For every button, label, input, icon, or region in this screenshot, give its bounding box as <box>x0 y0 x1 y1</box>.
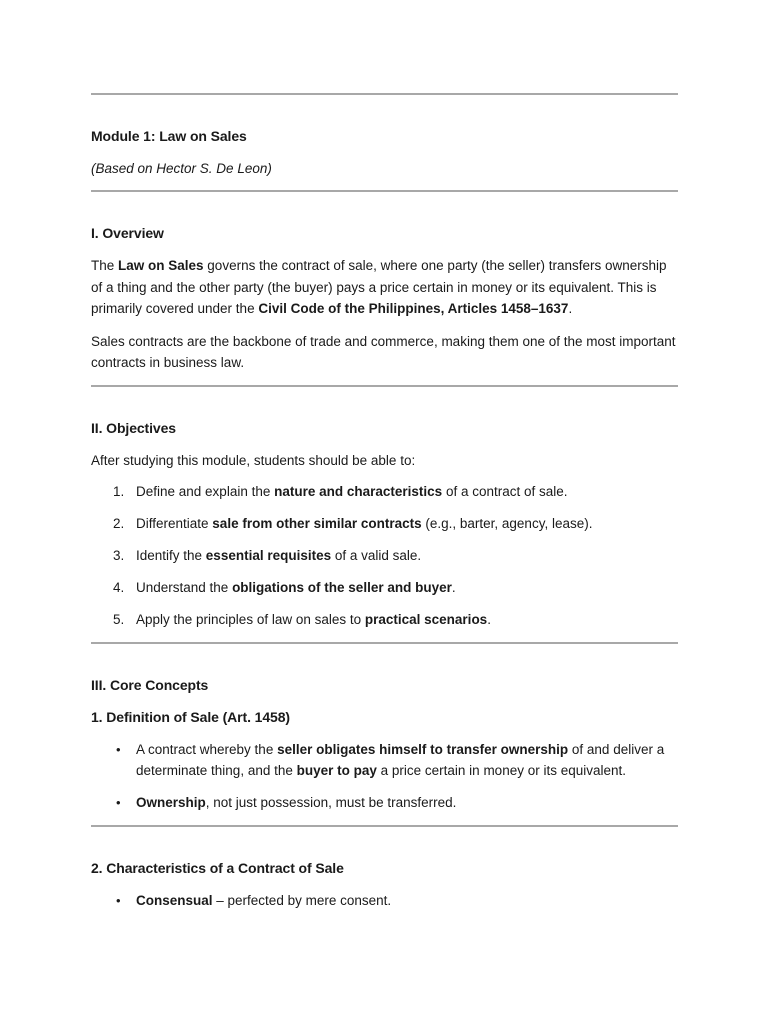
bold-term: essential requisites <box>205 548 332 563</box>
bullet-icon: • <box>116 741 121 757</box>
bold-term: sale from other similar contracts <box>212 516 422 531</box>
text: Identify the <box>136 548 206 563</box>
text: . <box>451 580 456 595</box>
subheading-definition-of-sale: 1. Definition of Sale (Art. 1458) <box>91 708 290 725</box>
bold-term: nature and characteristics <box>274 484 443 499</box>
section-heading-objectives: II. Objectives <box>91 419 176 436</box>
list-number: 4. <box>113 580 125 595</box>
module-title: Module 1: Law on Sales <box>91 128 247 144</box>
text: (e.g., barter, agency, lease). <box>421 516 593 531</box>
text: A contract whereby the <box>136 741 278 757</box>
section-heading-overview: I. Overview <box>91 225 164 241</box>
bold-term: Civil Code of the Philippines, Articles 1458–1637 <box>258 301 569 316</box>
text: Define and explain the <box>136 484 275 499</box>
text: Understand the <box>136 580 233 595</box>
text: of a valid sale. <box>331 548 422 563</box>
bold-term: Consensual <box>136 892 213 908</box>
section-heading-core-concepts: III. Core Concepts <box>91 676 209 693</box>
text: , not just possession, must be transferred. <box>205 795 457 810</box>
text: a price certain in money or its equivalent. <box>376 763 627 778</box>
bold-term: practical scenarios <box>364 612 488 627</box>
text: – perfected by mere consent. <box>212 892 392 908</box>
bullet-icon: • <box>116 892 121 908</box>
text: . <box>568 301 573 316</box>
bullet-icon: • <box>116 795 121 810</box>
list-item <box>91 890 678 912</box>
bold-term: Ownership <box>136 795 206 810</box>
text: Apply the principles of law on sales to <box>136 612 365 627</box>
objectives-intro: After studying this module, students should be able to: <box>91 452 416 468</box>
list-number: 2. <box>113 516 125 531</box>
overview-paragraph-1 <box>91 255 678 320</box>
list-item <box>91 792 678 814</box>
list-number: 5. <box>113 612 125 627</box>
overview-paragraph-2: Sales contracts are the backbone of trade and commerce, making them one of the most important contracts in business law. <box>91 333 676 370</box>
subheading-characteristics: 2. Characteristics of a Contract of Sale <box>91 859 344 876</box>
list-item <box>91 609 678 631</box>
document-page <box>91 93 678 911</box>
list-item <box>91 577 678 599</box>
list-item <box>91 739 678 782</box>
text: . <box>487 612 491 627</box>
list-item <box>91 545 678 567</box>
bold-term: seller obligates himself to transfer ownership <box>277 741 569 757</box>
text: Differentiate <box>136 516 213 531</box>
text: of a contract of sale. <box>442 484 568 499</box>
bold-term: Law on Sales <box>118 258 204 273</box>
list-number: 1. <box>113 484 125 499</box>
characteristics-bullets <box>91 890 678 912</box>
bold-term: obligations of the seller and buyer <box>232 580 452 595</box>
text: governs the contract of sale, where one party (the seller) transfers ownership of a thing and the other party (the buyer) pays a price certain in money or its equivalent. This is primarily covered under the <box>91 258 667 316</box>
list-item <box>91 513 678 535</box>
module-subtitle: (Based on Hector S. De Leon) <box>91 161 272 176</box>
bold-term: buyer to pay <box>296 763 377 778</box>
definition-bullets <box>91 739 678 814</box>
list-number: 3. <box>113 548 125 563</box>
list-item <box>91 481 678 503</box>
text: of and deliver a determinate thing, and the <box>136 741 665 778</box>
objectives-list <box>91 481 678 631</box>
text: The <box>91 258 119 273</box>
